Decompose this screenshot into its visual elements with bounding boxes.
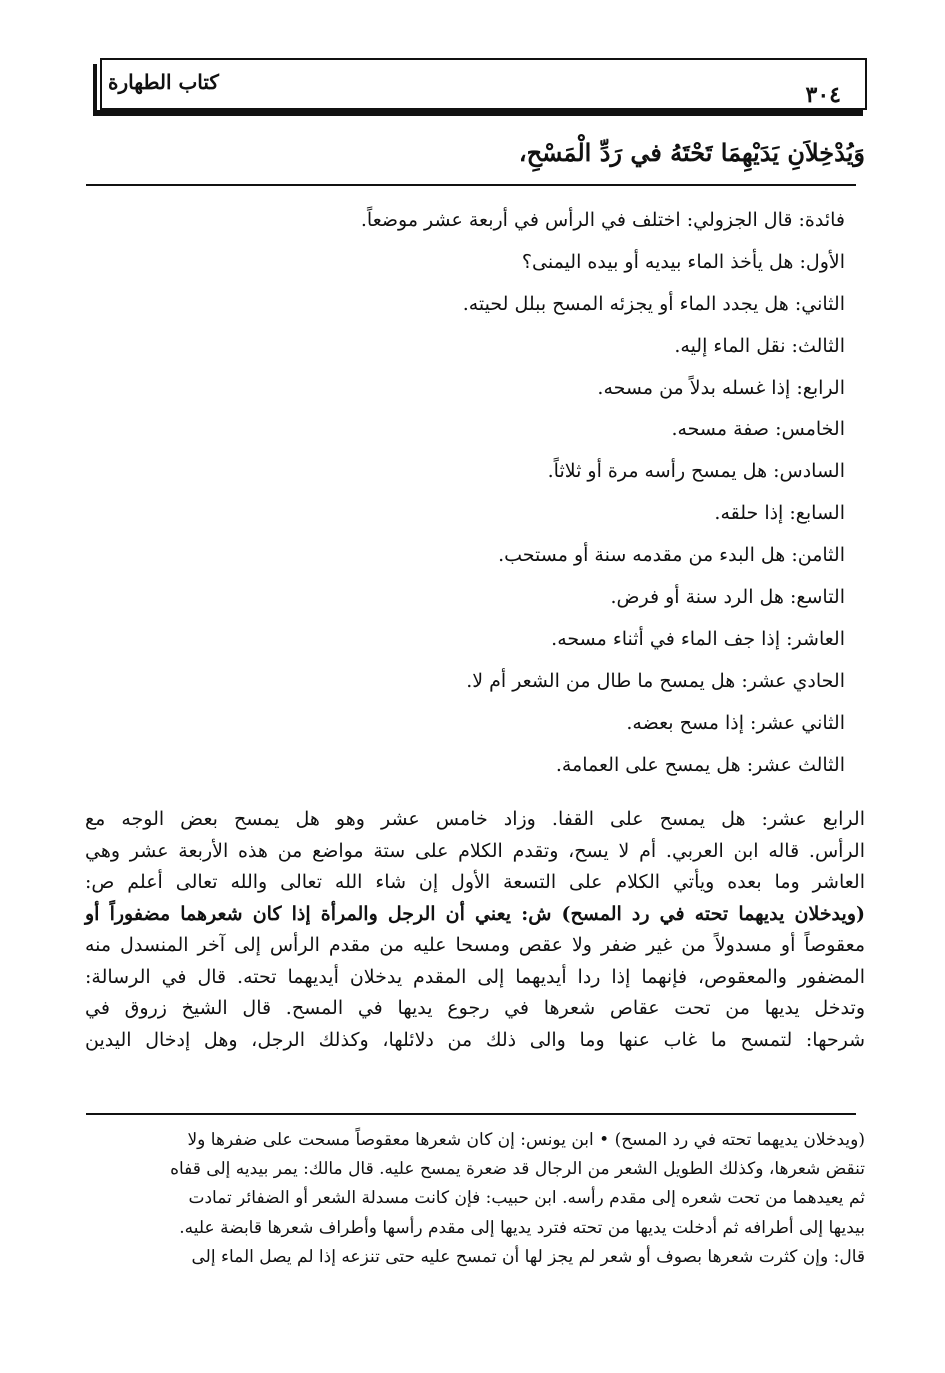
footnote-divider [86,1113,856,1115]
footnote-block [85,1126,865,1272]
paragraph-line: الرابع عشر: هل يمسح على القفا. وزاد خامس عشر وهو هل يمسح بعض الوجه مع [85,808,865,830]
list-item: الثالث عشر: هل يمسح على العمامة. [555,753,845,776]
paragraph-line: معقوصاً أو مسدولاً من غير ضفر ولا عقص ومسحا عليه من مقدم الرأس إلى آخر المنسدل منه [85,934,865,956]
footnote-line: تنقض شعرها، وكذلك الطويل الشعر من الرجال قد ضعرة يمسح عليه. قال مالك: يمر بيديه إلى قفاه [170,1159,865,1180]
list-item: السادس: هل يمسح رأسه مرة أو ثلاثاً. [547,460,845,483]
page-number: ٣٠٤ [805,82,841,108]
footnote-line: بيديها إلى أطرافه ثم أدخلت يديها من تحته فترد يديها إلى مقدم رأسها وأطراف شعرها قابضة عليه. [179,1217,865,1238]
list-item: الثاني: هل يجدد الماء أو يجزئه المسح ببلل لحيته. [462,292,845,315]
list-item: الخامس: صفة مسحه. [671,418,845,441]
list-item: التاسع: هل الرد سنة أو فرض. [610,586,845,609]
matn-text: وَيُدْخِلاَنِ يَدَيْهِمَا تَحْتَهُ في رَدِّ الْمَسْحِ، [518,138,865,167]
list-item: الأول: هل يأخذ الماء بيديه أو بيده اليمنى؟ [521,250,845,273]
commentary-paragraph [85,804,865,1056]
header-frame-shadow [96,110,863,116]
list-item: السابع: إذا حلقه. [714,502,845,525]
footnote-line: (ويدخلان يديهما تحته في رد المسح) • ابن يونس: إن كان شعرها معقوصاً مسحت على ضفرها ولا [187,1130,865,1150]
paragraph-line: الرأس. قاله ابن العربي. أم لا يسح، وتقدم الكلام على ستة مواضع من هذه الأربعة عشر وهي [85,839,865,862]
list-item: الرابع: إذا غسله بدلاً من مسحه. [597,376,845,399]
footnote-line: ثم يعيدهما من تحت شعره إلى مقدم رأسه. ابن حبيب: فإن كانت مسدلة الشعر أو الضفائر تمادت [188,1188,865,1209]
paragraph-line: وتدخل يديها من تحت عقاص شعرها في رجوع يديها في المسح. قال الشيخ زروق في [85,997,865,1019]
paragraph-line: المضفور والمعقوص، فإنهما إذا ردا أيديهما إلى المقدم يدخلان أيديهما تحته. قال في الرسالة: [85,965,865,988]
list-item: الحادي عشر: هل يمسح ما طال من الشعر أم لا. [466,669,845,692]
paragraph-line: شرحها: لتمسح ما غاب عنها وما والى ذلك من دلائلها، وكذلك الرجل، وهل إدخال اليدين [85,1028,865,1051]
list-item: العاشر: إذا جف الماء في أثناء مسحه. [551,627,845,650]
paragraph-line: (ويدخلان يديهما تحته في رد المسح) ش: يعني أن الرجل والمرأة إذا كان شعرهما مضفوراً أو [85,902,865,925]
points-list [285,200,845,786]
paragraph-line: العاشر وما بعده ويأتي الكلام على التسعة الأول إن شاء الله تعالى والله تعالى أعلم ص: [85,871,865,893]
list-item: الثاني عشر: إذا مسح بعضه. [626,711,845,734]
list-item: فائدة: قال الجزولي: اختلف في الرأس في أربعة عشر موضعاً. [360,209,845,231]
list-item: الثامن: هل البدء من مقدمه سنة أو مستحب. [498,544,845,567]
list-item: الثالث: نقل الماء إليه. [674,334,845,357]
book-title: كتاب الطهارة [108,70,219,94]
footnote-line: قال: وإن كثرت شعرها بصوف أو شعر لم يجز لها أن تمسح عليه حتى تنزعه إذا لم يصل الماء إلى [191,1246,865,1267]
matn-divider [86,184,856,186]
